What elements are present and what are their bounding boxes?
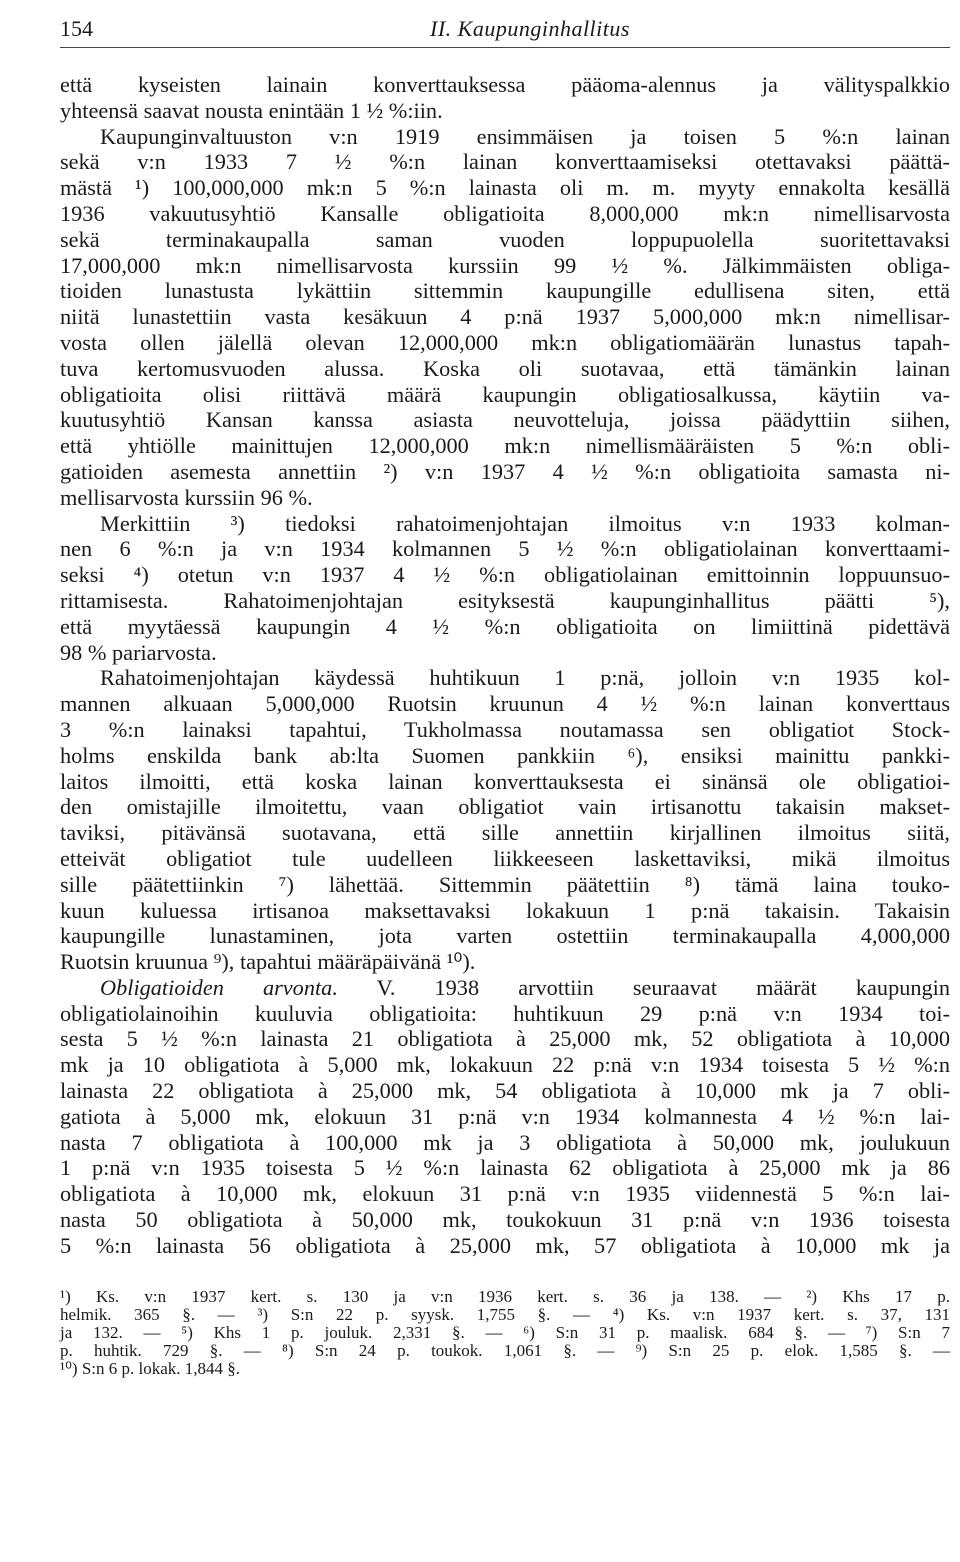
footnote-line: ¹⁰) S:n 6 p. lokak. 1,844 §. <box>60 1359 241 1378</box>
text-line: yhteensä saavat nousta enintään 1 ½ %:iin. <box>60 97 443 123</box>
text-line: mk ja 10 obligatiota à 5,000 mk, lokakuun 22 p:nä v:n 1934 toisesta 5 ½ %:n <box>60 1052 950 1078</box>
text-line: rittamisesta. Rahatoimenjohtajan esityksestä kaupunginhallitus päätti ⁵), <box>60 587 950 613</box>
footnote-line: p. huhtik. 729 §. — ⁸) S:n 24 p. toukok. 1,061 §. — ⁹) S:n 25 p. elok. 1,585 §. — <box>60 1341 950 1360</box>
text-line: obligatiolainoihin kuuluvia obligatioita: huhtikuun 29 p:nä v:n 1934 toi- <box>60 1000 950 1026</box>
text-line: 1 p:nä v:n 1935 toisesta 5 ½ %:n lainasta 62 obligatiota à 25,000 mk ja 86 <box>60 1155 950 1181</box>
body-text <box>60 72 950 1259</box>
text-line: sekä terminakaupalla saman vuoden loppupuolella suoritettavaksi <box>60 226 950 252</box>
section-heading: Obligatioiden arvonta. <box>100 974 338 1000</box>
text-line: 1936 vakuutusyhtiö Kansalle obligatioita 8,000,000 mk:n nimellisarvosta <box>60 200 950 226</box>
text-line: gatiota à 5,000 mk, elokuun 31 p:nä v:n 1934 kolmannesta 4 ½ %:n lai- <box>60 1103 950 1129</box>
footnote-line: ¹) Ks. v:n 1937 kert. s. 130 ja v:n 1936 kert. s. 36 ja 138. — ²) Khs 17 p. <box>60 1287 950 1306</box>
text-line: sille päätettiinkin ⁷) lähettää. Sittemmin päätettiin ⁸) tämä laina touko- <box>60 871 950 897</box>
text-line: sekä v:n 1933 7 ½ %:n lainan konverttaamiseksi otettavaksi päättä- <box>60 149 950 175</box>
text-line: vosta ollen jälellä olevan 12,000,000 mk:n obligatiomäärän lunastus tapah- <box>60 329 950 355</box>
footnotes <box>60 1288 950 1378</box>
text-line: gatioiden asemesta annettiin ²) v:n 1937 4 ½ %:n obligatioita samasta ni- <box>60 458 950 484</box>
text-line: den omistajille ilmoitettu, vaan obligatiot vain irtisanottu takaisin makset- <box>60 794 950 820</box>
text-line: 98 % pariarvosta. <box>60 639 217 665</box>
text-line: 17,000,000 mk:n nimellisarvosta kurssiin 99 ½ %. Jälkimmäisten obliga- <box>60 252 950 278</box>
text-line: Kaupunginvaltuuston v:n 1919 ensimmäisen ja toisen 5 %:n lainan <box>100 123 950 149</box>
text-line: mellisarvosta kurssiin 96 %. <box>60 484 313 510</box>
footnote-line: ja 132. — ⁵) Khs 1 p. jouluk. 2,331 §. — ⁶) S:n 31 p. maalisk. 684 §. — ⁷) S:n 7 <box>60 1323 950 1342</box>
text-line: 3 %:n lainaksi tapahtui, Tukholmassa noutamassa sen obligatiot Stock- <box>60 716 950 742</box>
text-line: seksi ⁴) otetun v:n 1937 4 ½ %:n obligatiolainan emittoinnin loppuunsuo- <box>60 562 950 588</box>
text-line: nen 6 %:n ja v:n 1934 kolmannen 5 ½ %:n obligatiolainan konverttaami- <box>60 536 950 562</box>
text-line: 5 %:n lainasta 56 obligatiota à 25,000 mk, 57 obligatiota à 10,000 mk ja <box>60 1232 950 1258</box>
text-line: kuutusyhtiö Kansan kanssa asiasta neuvotteluja, joissa päädyttiin siihen, <box>60 407 950 433</box>
text-line: Obligatioiden arvonta. V. 1938 arvottiin seuraavat määrät kaupungin <box>100 974 950 1000</box>
page-header <box>60 10 950 44</box>
text-line: että yhtiölle mainittujen 12,000,000 mk:n nimellismääräisten 5 %:n obli- <box>60 433 950 459</box>
text-line: holms enskilda bank ab:lta Suomen pankkiin ⁶), ensiksi mainittu pankki- <box>60 742 950 768</box>
text-line: etteivät obligatiot tule uudelleen liikkeeseen laskettaviksi, mikä ilmoitus <box>60 845 950 871</box>
text-line: tioiden lunastusta lykättiin sittemmin kaupungille edullisena siten, että <box>60 278 950 304</box>
text-line: lainasta 22 obligatiota à 25,000 mk, 54 obligatiota à 10,000 mk ja 7 obli- <box>60 1078 950 1104</box>
page-number: 154 <box>60 16 93 41</box>
text-line: kuun kuluessa irtisanoa maksettavaksi lokakuun 1 p:nä takaisin. Takaisin <box>60 897 950 923</box>
text-line: että kyseisten lainain konverttauksessa pääoma-alennus ja välityspalkkio <box>60 72 950 97</box>
text-line: kaupungille lunastaminen, jota varten ostettiin terminakaupalla 4,000,000 <box>60 923 950 949</box>
text-line: nasta 50 obligatiota à 50,000 mk, toukokuun 31 p:nä v:n 1936 toisesta <box>60 1207 950 1233</box>
text-line: mannen alkuaan 5,000,000 Ruotsin kruunun 4 ½ %:n lainan konverttaus <box>60 691 950 717</box>
text-line: tuva kertomusvuoden alussa. Koska oli suotavaa, että tämänkin lainan <box>60 355 950 381</box>
text-line: Rahatoimenjohtajan käydessä huhtikuun 1 p:nä, jolloin v:n 1935 kol- <box>100 665 950 691</box>
text-line: obligatiota à 10,000 mk, elokuun 31 p:nä v:n 1935 viidennestä 5 %:n lai- <box>60 1181 950 1207</box>
text-line: taviksi, pitävänsä suotavana, että sille annettiin kirjallinen ilmoitus siitä, <box>60 820 950 846</box>
text-line: nasta 7 obligatiota à 100,000 mk ja 3 obligatiota à 50,000 mk, joulukuun <box>60 1129 950 1155</box>
text-line: että myytäessä kaupungin 4 ½ %:n obligatioita on limiittinä pidettävä <box>60 613 950 639</box>
text-line: sesta 5 ½ %:n lainasta 21 obligatiota à 25,000 mk, 52 obligatiota à 10,000 <box>60 1026 950 1052</box>
text-line: Merkittiin ³) tiedoksi rahatoimenjohtajan ilmoitus v:n 1933 kolman- <box>100 510 950 536</box>
footnote-line: helmik. 365 §. — ³) S:n 22 p. syysk. 1,755 §. — ⁴) Ks. v:n 1937 kert. s. 37, 131 <box>60 1305 950 1324</box>
text-line: obligatioita olisi riittävä määrä kaupungin obligatiosalkussa, käytiin va- <box>60 381 950 407</box>
text-line: Ruotsin kruunua ⁹), tapahtui määräpäivänä ¹⁰). <box>60 949 476 975</box>
text-line: mästä ¹) 100,000,000 mk:n 5 %:n lainasta oli m. m. myyty ennakolta kesällä <box>60 175 950 201</box>
header-rule <box>60 47 950 48</box>
running-head: II. Kaupunginhallitus <box>430 16 630 41</box>
text-line: niitä lunastettiin vasta kesäkuun 4 p:nä 1937 5,000,000 mk:n nimellisar- <box>60 304 950 330</box>
text-line: laitos ilmoitti, että koska lainan konverttauksesta ei sinänsä ole obligatioi- <box>60 768 950 794</box>
